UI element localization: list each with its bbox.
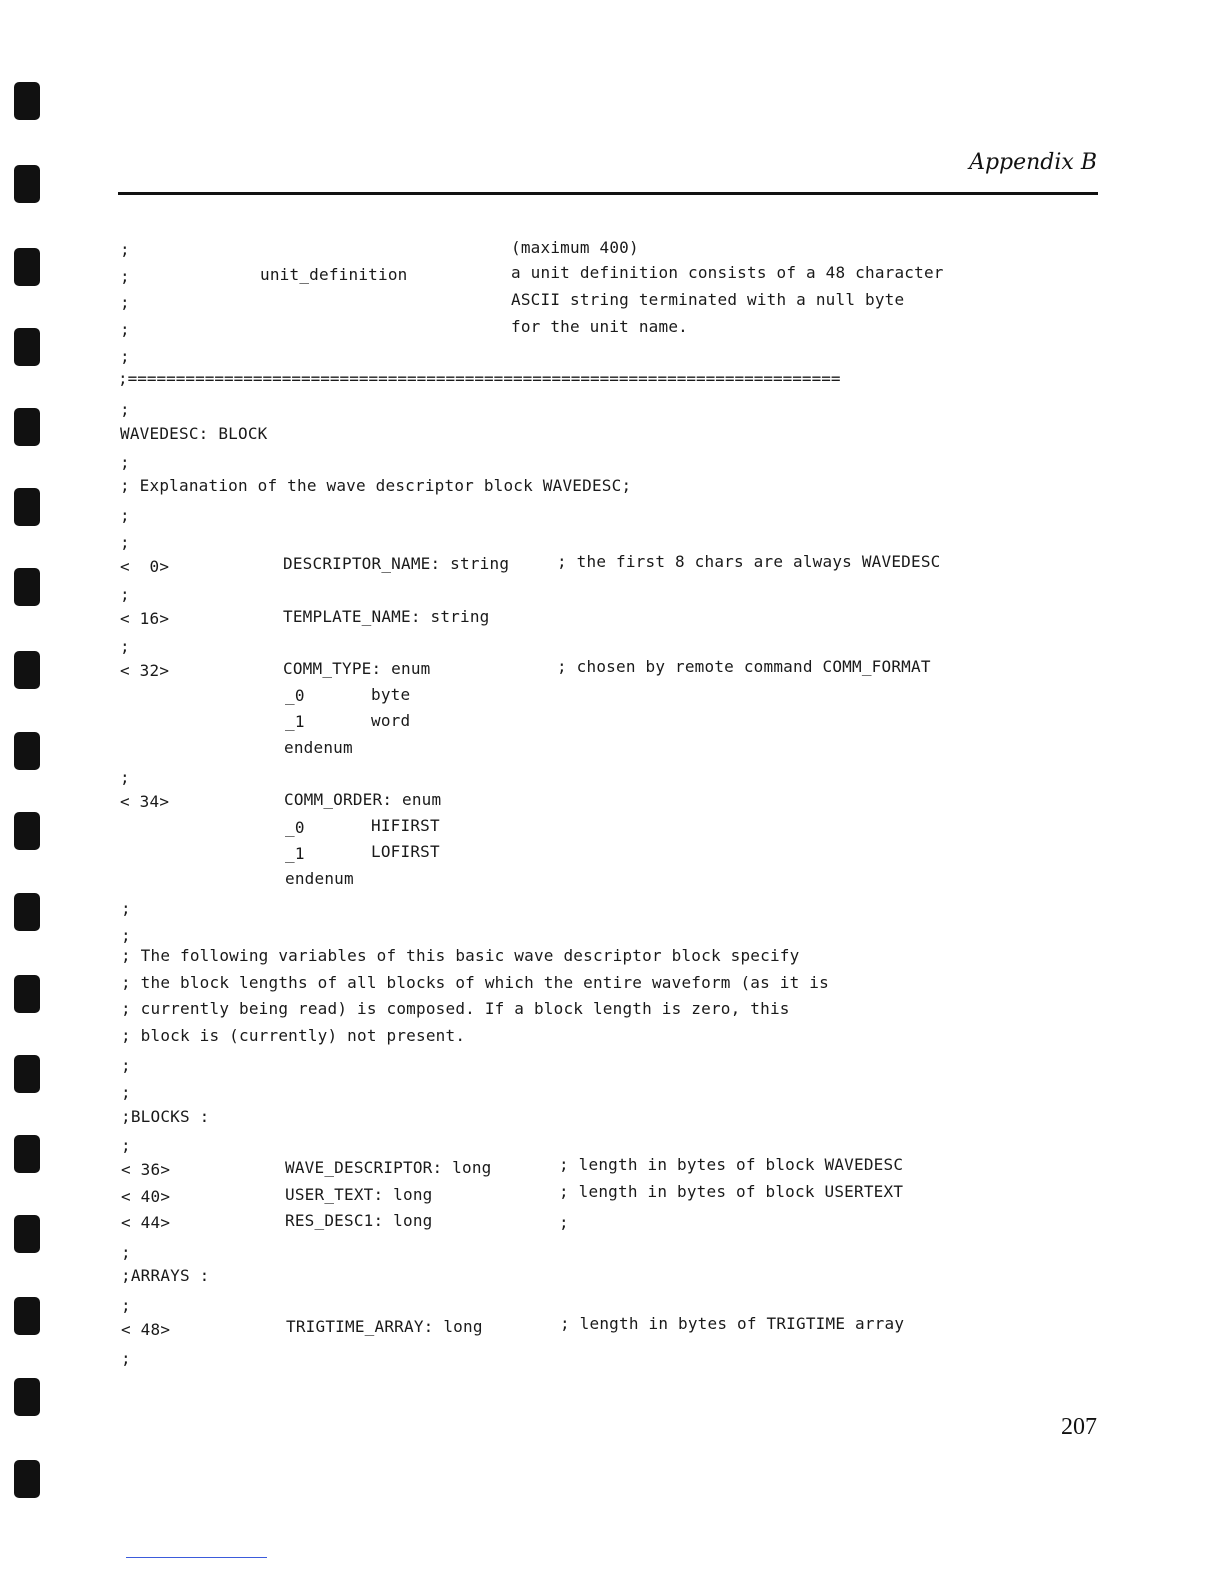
- code-line: ;: [120, 533, 130, 552]
- binder-hole: [14, 488, 40, 526]
- code-line: USER_TEXT: long: [285, 1185, 433, 1204]
- separator-line: ;==========================================================================: [118, 369, 841, 388]
- binder-hole: [14, 1055, 40, 1093]
- code-line: < 16>: [120, 609, 170, 628]
- code-line: ;ARRAYS :: [121, 1266, 210, 1285]
- code-line: (maximum 400): [511, 238, 639, 257]
- code-line: TEMPLATE_NAME: string: [283, 607, 490, 626]
- binder-hole: [14, 1378, 40, 1416]
- code-line: ;: [121, 1083, 131, 1102]
- binder-hole: [14, 1297, 40, 1335]
- binder-hole: [14, 328, 40, 366]
- code-line: HIFIRST: [371, 816, 440, 835]
- code-line: ;: [120, 506, 130, 525]
- code-line: ; block is (currently) not present.: [121, 1026, 466, 1045]
- running-header: Appendix B: [969, 150, 1097, 175]
- code-line: LOFIRST: [371, 842, 440, 861]
- code-line: < 0>: [120, 557, 170, 576]
- code-line: COMM_TYPE: enum: [283, 659, 431, 678]
- binder-hole: [14, 732, 40, 770]
- code-line: RES_DESC1: long: [285, 1211, 433, 1230]
- binder-hole: [14, 1215, 40, 1253]
- code-line: ;: [120, 240, 130, 259]
- code-line: ; length in bytes of block USERTEXT: [559, 1182, 904, 1201]
- header-rule: [118, 192, 1098, 195]
- code-line: endenum: [285, 869, 354, 888]
- code-line: < 36>: [121, 1160, 171, 1179]
- binder-hole: [14, 408, 40, 446]
- binder-hole: [14, 248, 40, 286]
- code-line: ; length in bytes of TRIGTIME array: [560, 1314, 905, 1333]
- code-line: DESCRIPTOR_NAME: string: [283, 554, 510, 573]
- code-line: unit_definition: [260, 265, 408, 284]
- binder-hole: [14, 975, 40, 1013]
- code-line: ; Explanation of the wave descriptor block WAVEDESC;: [120, 476, 632, 495]
- code-line: WAVE_DESCRIPTOR: long: [285, 1158, 492, 1177]
- page-number: 207: [1061, 1414, 1097, 1440]
- binder-hole: [14, 812, 40, 850]
- footer-underline: [126, 1557, 267, 1558]
- code-line: ; chosen by remote command COMM_FORMAT: [557, 657, 931, 676]
- code-line: ;: [120, 293, 130, 312]
- code-line: endenum: [284, 738, 353, 757]
- code-line: ;: [121, 1243, 131, 1262]
- binder-hole: [14, 1460, 40, 1498]
- code-line: for the unit name.: [511, 317, 688, 336]
- code-line: _0: [285, 686, 305, 705]
- code-line: _0: [285, 818, 305, 837]
- code-line: ;: [121, 926, 131, 945]
- binder-hole: [14, 82, 40, 120]
- code-line: word: [371, 711, 411, 730]
- binder-hole: [14, 568, 40, 606]
- binder-hole: [14, 1135, 40, 1173]
- code-line: ;: [120, 768, 130, 787]
- code-line: _1: [285, 712, 305, 731]
- binder-hole: [14, 651, 40, 689]
- code-line: ;: [120, 347, 130, 366]
- code-line: ;: [121, 1296, 131, 1315]
- binder-hole: [14, 893, 40, 931]
- code-line: ;: [120, 267, 130, 286]
- code-line: ;: [120, 320, 130, 339]
- code-line: ; The following variables of this basic wave descriptor block specify: [121, 946, 800, 965]
- code-line: < 48>: [121, 1320, 171, 1339]
- code-line: ;: [120, 400, 130, 419]
- code-line: ;: [121, 1136, 131, 1155]
- code-line: ; the first 8 chars are always WAVEDESC: [557, 552, 941, 571]
- code-line: WAVEDESC: BLOCK: [120, 424, 268, 443]
- code-line: ;: [121, 899, 131, 918]
- code-line: < 34>: [120, 792, 170, 811]
- code-line: < 32>: [120, 661, 170, 680]
- code-line: ; length in bytes of block WAVEDESC: [559, 1155, 904, 1174]
- code-line: a unit definition consists of a 48 character: [511, 263, 944, 282]
- code-line: _1: [285, 844, 305, 863]
- code-line: ;: [120, 453, 130, 472]
- binder-hole: [14, 165, 40, 203]
- code-line: ;: [121, 1349, 131, 1368]
- code-line: ASCII string terminated with a null byte: [511, 290, 905, 309]
- code-line: ;: [120, 637, 130, 656]
- code-line: COMM_ORDER: enum: [284, 790, 442, 809]
- code-line: ; currently being read) is composed. If a block length is zero, this: [121, 999, 790, 1018]
- code-line: ; the block lengths of all blocks of which the entire waveform (as it is: [121, 973, 829, 992]
- code-line: ;: [120, 585, 130, 604]
- code-line: ;BLOCKS :: [121, 1107, 210, 1126]
- code-line: TRIGTIME_ARRAY: long: [286, 1317, 483, 1336]
- code-line: byte: [371, 685, 411, 704]
- code-line: ;: [121, 1056, 131, 1075]
- code-line: < 44>: [121, 1213, 171, 1232]
- binder-hole-strip: [14, 0, 44, 1584]
- code-line: ;: [559, 1213, 569, 1232]
- code-line: < 40>: [121, 1187, 171, 1206]
